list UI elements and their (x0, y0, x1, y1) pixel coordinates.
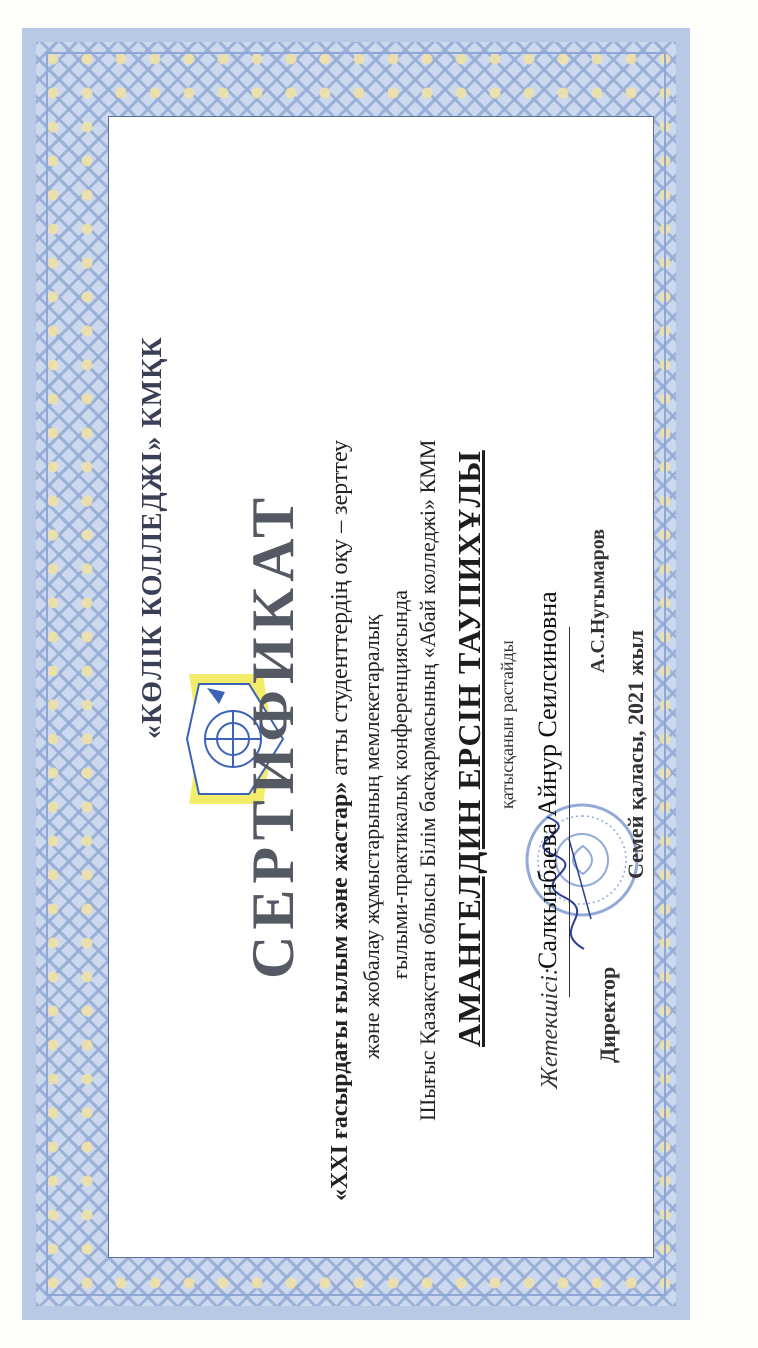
director-name: А.С.Нугымаров (587, 528, 609, 673)
certificate-field (108, 116, 654, 1258)
director-label: Директор (595, 966, 620, 1063)
conference-line-2: және жобалау жұмыстарының мемлекетаралық (359, 614, 384, 1059)
conference-line-1-rest: атты студенттердің оқу – зерттеу (327, 439, 353, 782)
conference-line-4: Шығыс Қазақстан облысы Білім басқармасының «Абай колледжі» КММ (415, 439, 440, 1121)
certificate-title: СЕРТИФИКАТ (240, 491, 306, 979)
student-name: АМАНГЕЛДИН ЕРСІН ТАУПИХҰЛЫ (451, 450, 487, 1047)
city-and-year: Семей қаласы, 2021 жыл (623, 630, 648, 879)
conference-line-3: ғылыми-практикалық конференциясында (387, 589, 412, 979)
supervisor-underline (569, 627, 570, 997)
supervisor-label: Жетекшісі: (537, 967, 563, 1089)
supervisor-name: Салкынбаева Айнур Сеилсиновна (533, 591, 562, 969)
certificate-sheet (22, 28, 690, 1320)
conference-name: «XXI ғасырдағы ғылым және жастар» (327, 781, 353, 1201)
certificate-content (109, 117, 654, 1258)
conference-line-1 (327, 440, 354, 1201)
college-name: «КӨЛІК КОЛЛЕДЖІ» КМҚК (137, 336, 168, 739)
participation-confirmation: қатысқанын растайды (497, 640, 517, 809)
